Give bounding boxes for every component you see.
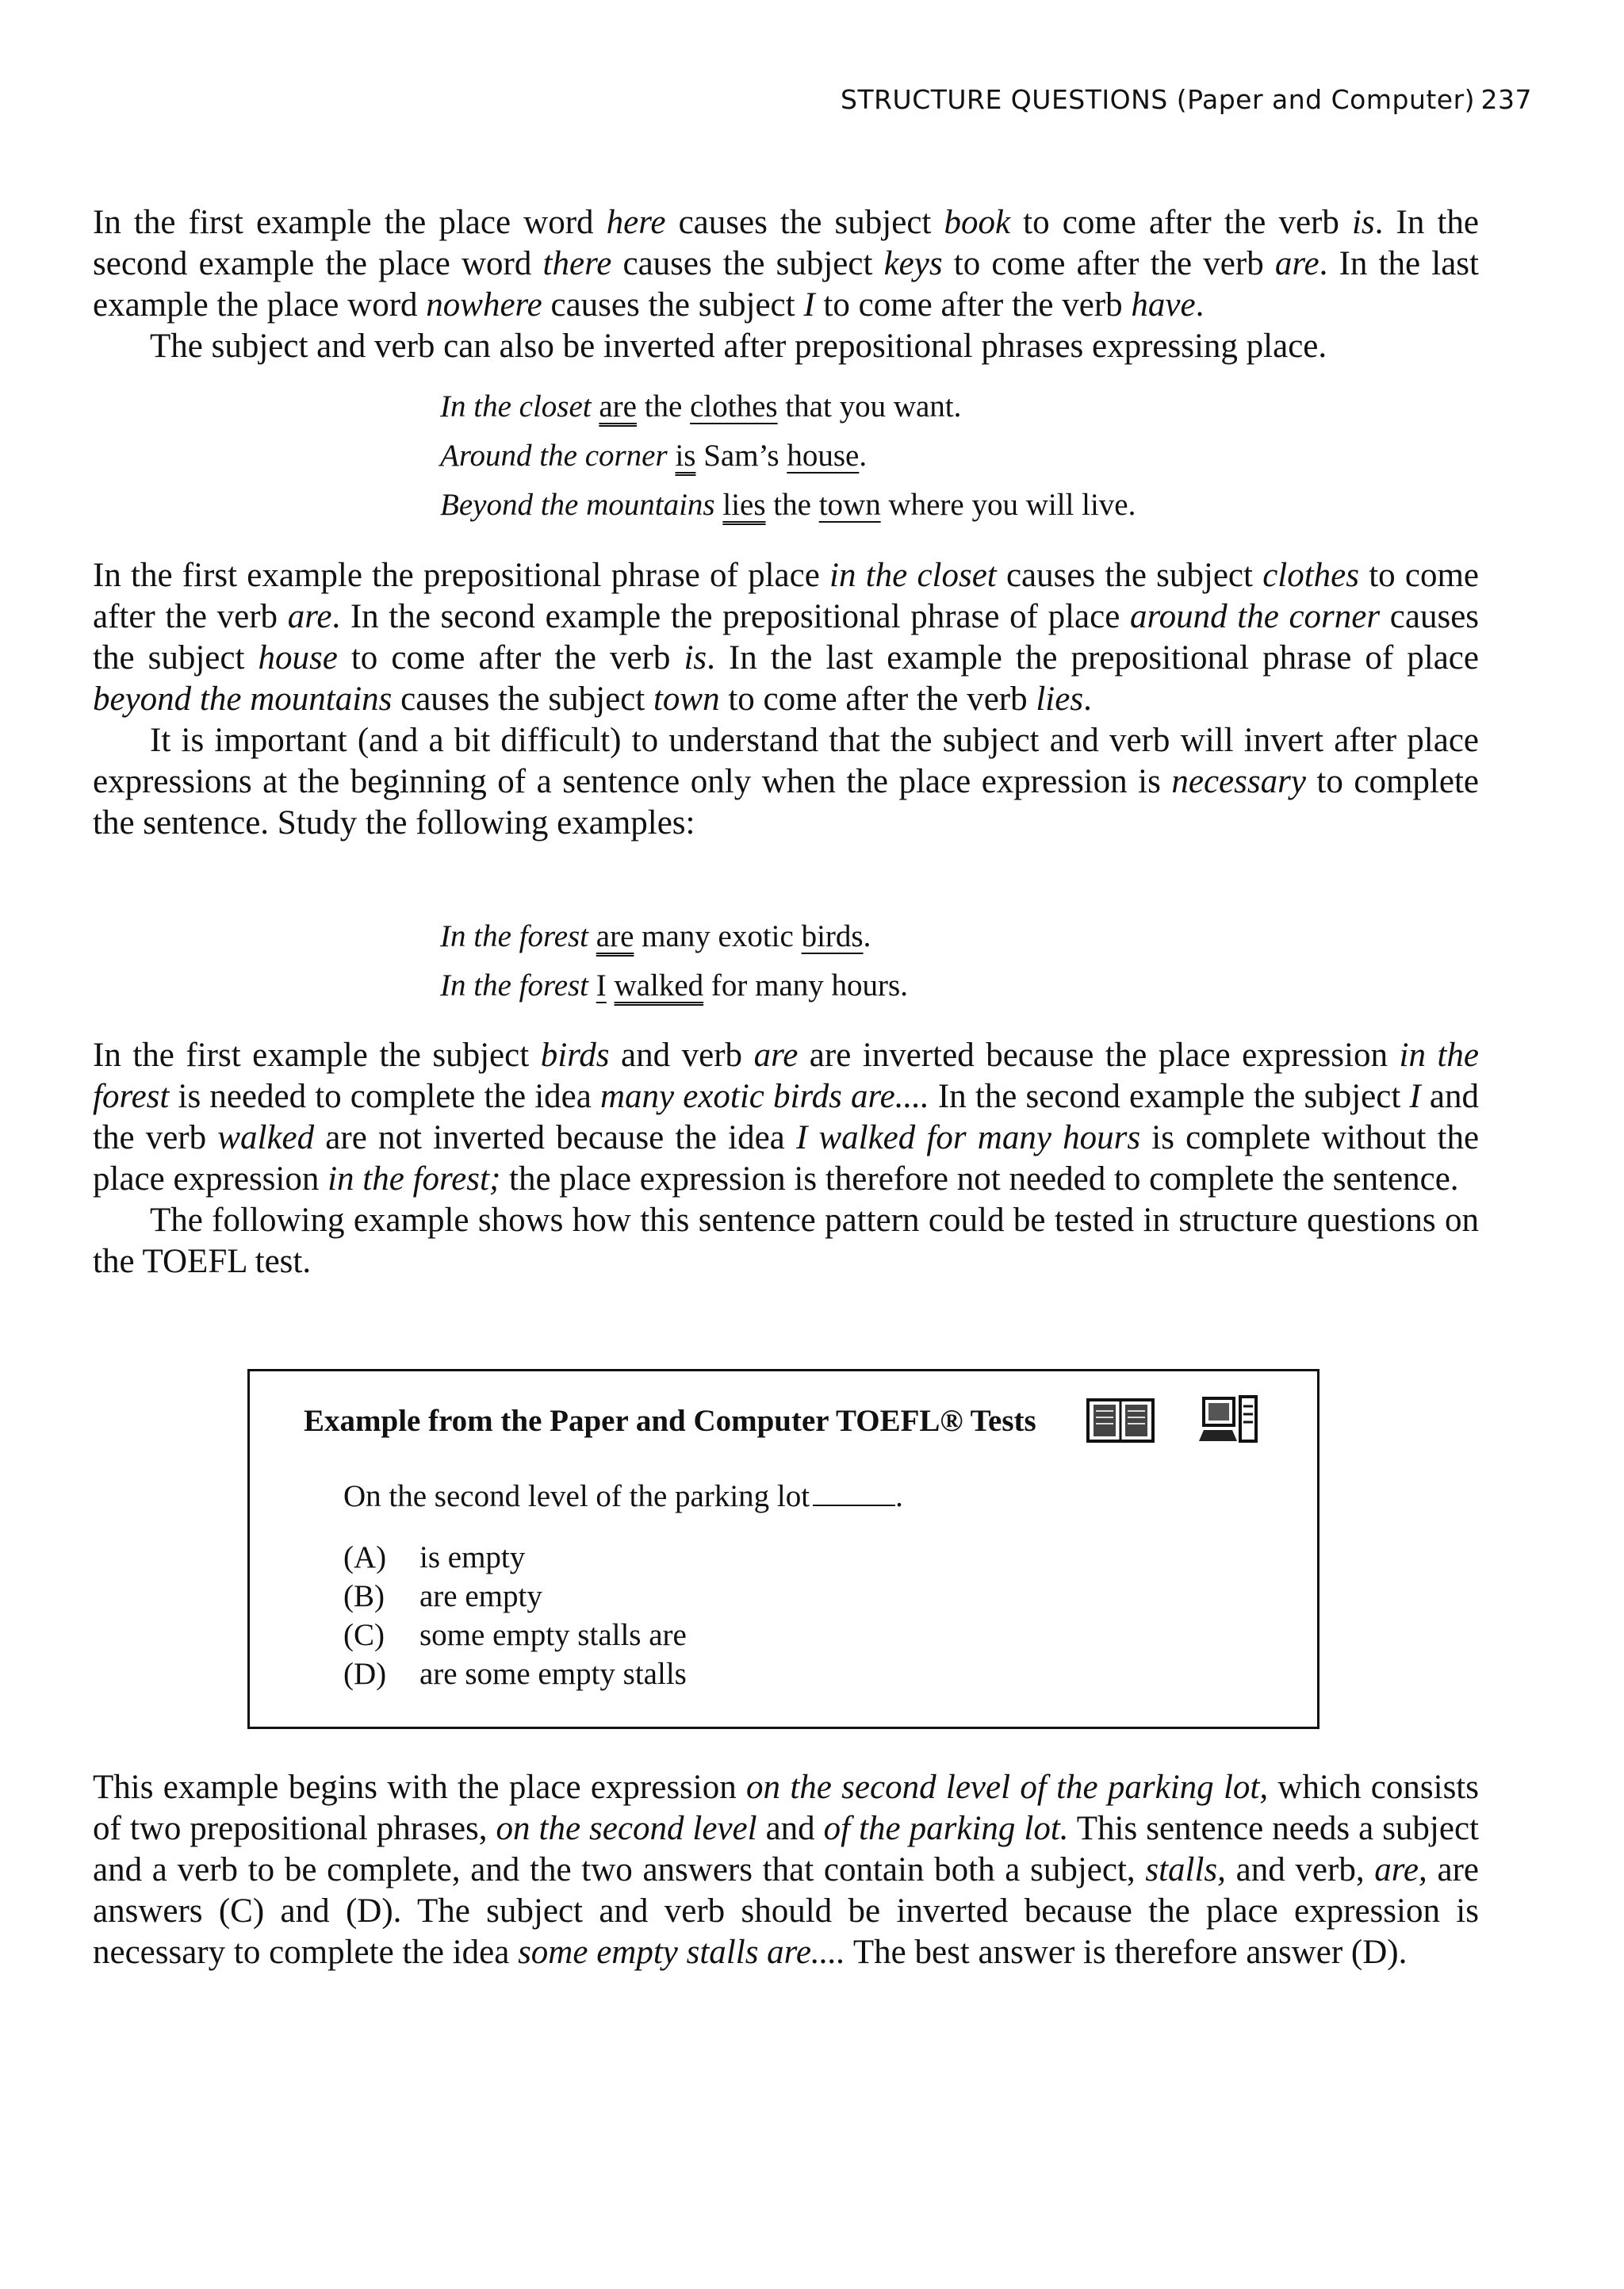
answer-options bbox=[343, 1538, 687, 1693]
header-title: STRUCTURE QUESTIONS (Paper and Computer) bbox=[841, 84, 1476, 115]
answer-option-b: (B) are empty bbox=[343, 1579, 542, 1613]
running-header bbox=[793, 84, 1532, 124]
answer-option-d: (D) are some empty stalls bbox=[343, 1657, 687, 1691]
answer-option-a: (A) is empty bbox=[343, 1540, 526, 1574]
example-sentence: In the closet are the clothes that you want. bbox=[440, 389, 962, 424]
example-sentence: In the forest are many exotic birds. bbox=[440, 919, 871, 953]
computer-icon bbox=[1197, 1395, 1261, 1446]
paragraph-5: In the first example the subject birds and verb are are inverted because the place expression in the forest is needed to complete the idea many exotic birds are.... In the second example the subject I and the verb walked are not inverted because the idea I walked for many hours is complete without the place expression in the forest; the place expression is therefore not needed to complete the sentence. The following example shows how this sentence pattern could be tested in structure questions on the TOEFL test. bbox=[93, 1035, 1479, 1283]
example-box-prompt: On the second level of the parking lot . bbox=[343, 1479, 903, 1513]
paragraph-7: This example begins with the place expression on the second level of the parking lot, which consists of two prepositional phrases, on the second level and of the parking lot. This sentence needs a subject and a verb to be complete, and the two answers that contain both a subject, stalls, and verb, are, are answers (C) and (D). The subject and verb should be inverted because the place expression is necessary to complete the idea some empty stalls are.... The best answer is therefore answer (D). bbox=[93, 1769, 1479, 1971]
example-box bbox=[247, 1369, 1320, 1729]
page-number: 237 bbox=[1480, 84, 1532, 115]
example-sentence: Around the corner is Sam’s house. bbox=[440, 439, 868, 473]
example-list-1 bbox=[440, 382, 1136, 530]
answer-blank bbox=[813, 1505, 895, 1506]
computer-icon-wrap bbox=[1197, 1395, 1261, 1450]
paragraph-3: In the first example the prepositional phrase of place in the closet causes the subject clothes to come after the verb are. In the second example the prepositional phrase of place around the corner causes the subject house to come after the verb is. In the last example the prepositional phrase of place beyond the mountains causes the subject town to come after the verb lies. It is important (and a bit difficult) to understand that the subject and verb will invert after place expressions at the beginning of a sentence only when the place expression is necessary to complete the sentence. Study the following examples: bbox=[93, 555, 1479, 844]
paragraph-4: It is important (and a bit difficult) to understand that the subject and verb will invert after place expressions at the beginning of a sentence only when the place expression is necessary to complete the sentence. Study the following examples: bbox=[93, 722, 1480, 842]
example-list-2 bbox=[440, 912, 908, 1010]
paragraph-2: The subject and verb can also be inverted after prepositional phrases expressing place. bbox=[150, 328, 1327, 365]
paragraph-6: The following example shows how this sentence pattern could be tested in structure questions on the TOEFL test. bbox=[93, 1202, 1479, 1280]
example-sentence: Beyond the mountains lies the town where you will live. bbox=[440, 488, 1136, 522]
example-box-title: Example from the Paper and Computer TOEFL® Tests bbox=[304, 1404, 1036, 1438]
paragraph-1: In the first example the place word here causes the subject book to come after the verb is. In the second example the place word there causes the subject keys to come after the verb are. In the last example the place word nowhere causes the subject I to come after the verb have. The subject and verb can also be inverted after prepositional phrases expressing place. bbox=[93, 202, 1479, 367]
answer-option-c: (C) some empty stalls are bbox=[343, 1618, 687, 1652]
example-sentence: In the forest I walked for many hours. bbox=[440, 968, 908, 1003]
